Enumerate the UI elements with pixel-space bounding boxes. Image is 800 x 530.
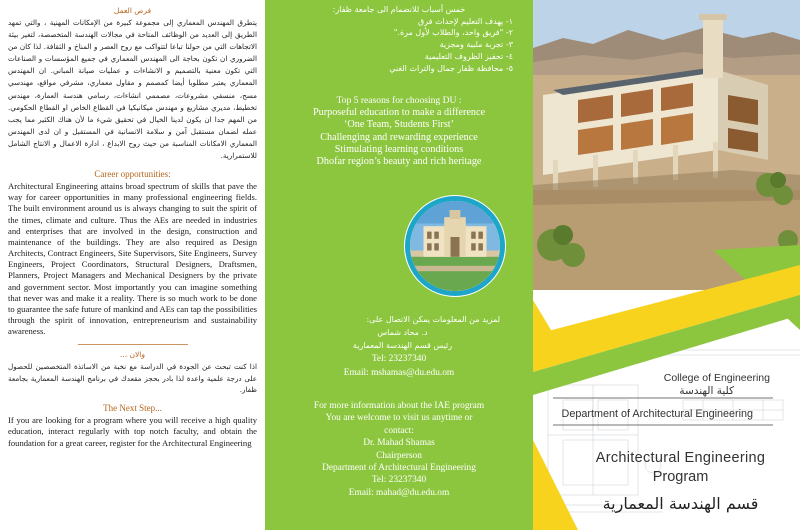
reason-ar-item: ٢- "فريق واحد، والطلاب لأول مرة." xyxy=(393,28,513,38)
reason-en-item: Dhofar region’s beauty and rich heritage xyxy=(316,156,482,168)
program-title-ar: قسم الهندسة المعمارية xyxy=(602,494,759,513)
contact-en-line: contact: xyxy=(384,425,414,436)
contact-en-line: You are welcome to visit us anytime or xyxy=(325,413,473,424)
contact-en-line: Email: mahad@du.edu.om xyxy=(348,487,450,498)
next-text-ar: اذا كنت تبحث عن الجودة في الدراسة مع نخبة من الاساتذة المتخصصين للحصول على درجة علمية واعدة لذا بادر بحجز مقعدك في برنامج الهندسة المعمارية بجامعة ظفار. xyxy=(8,362,257,395)
contact-en-line: For more information about the IAE program xyxy=(313,401,485,411)
reasons-ar xyxy=(285,4,513,74)
contact-en-line: Department of Architectural Engineering xyxy=(322,463,476,474)
contact-en-line: Chairperson xyxy=(376,450,422,461)
contact-en xyxy=(265,400,533,499)
reason-en-item: Challenging and rewarding experience xyxy=(320,131,478,143)
reasons-en xyxy=(265,107,533,168)
contact-role-ar: رئيس قسم الهندسة المعمارية xyxy=(352,341,453,350)
career-title-ar: فرص العمل xyxy=(113,6,152,15)
section-divider xyxy=(78,344,188,345)
contact-ar xyxy=(305,313,500,352)
reason-ar-item: ٣- تجربة ملبية ومجزية xyxy=(439,40,513,50)
campus-photo-circle xyxy=(405,196,505,296)
cover-panel xyxy=(533,0,800,530)
contact-en-line: Dr. Mahad Shamas xyxy=(363,438,435,449)
middle-panel xyxy=(265,0,533,530)
college-name-en: College of Engineering xyxy=(663,372,770,384)
contact-tel-1: Tel: 23237340 xyxy=(371,354,427,364)
reason-ar-item: ٥- محافظة ظفار جمال والتراث الغني xyxy=(389,63,513,73)
department-name-en: Department of Architectural Engineering xyxy=(561,408,753,420)
reason-en-item: Stimulating learning conditions xyxy=(334,143,464,155)
career-title-en: Career opportunities: xyxy=(94,169,171,180)
contact-en-line: Tel: 23237340 xyxy=(371,475,427,486)
program-title-line1: Architectural Engineering xyxy=(595,450,766,466)
next-text-en: If you are looking for a program where you will receive a high quality education, interact regularly with top notch faculty, and obtain the foundation for a great career, register for the Architectural Engineering xyxy=(8,414,257,448)
reasons-title-ar: خمس أسباب للانضمام الى جامعة ظفار: xyxy=(332,5,466,14)
reason-en-item: ‘One Team, Students First’ xyxy=(343,119,455,131)
career-text-en: Architectural Engineering attains broad spectrum of skills that pave the way for career opportunities in many professional engineering fields. The built environment around us is always changing to suit the spirit of the times, climate and culture. Thus the AEs are needed in industries and enterprises that are involved in the design, construction and maintenance of the buildings. They are also required as Design Architects, Contract Engineers, Site Supervisors, Site Engineers, Survey Engineers, Project Coordinators, Structural Designers, Draftsmen, Planners, Project Managers and Mechanical Designers by the private and government sector. Most importantly you can imagine something that never was and make it a reality. There is so much work to be done to guarantee the safe future of mankind and AEs can tap the possibilities through the spirit of innovation, entrepreneurism and sustainability awareness. xyxy=(8,181,257,337)
contact-lead-ar: لمزيد من المعلومات يمكن الاتصال على: xyxy=(366,315,500,324)
career-text-ar: يتطرق المهندس المعماري إلى مجموعة كبيرة من الإمكانات المهنية ، والتي تمهد الطريق إلى العديد من الوظائف المتاحة في مجالات الهندسة المتخصصة، لتغير بيئة الاتجاهات التي من حولنا تباعا لتتواكب مع روح العصر و المناخ و الثقافة. لذا كان من الضروري ان تكون بحاجة الى المهندس المعماري في جميع المؤسسات و الصناعات التي تكون معنية بالتصميم و الانشاءات و عمليات صيانة المباني. ان المهندس المعماري يعتبر مطلوبا أيضا كمصمم و مقاول معماري، مشرفي مواقع، مهندسي مسح، منسقي مشروعات، مصممي انشاءات، رسامي هندسة العمارة، مهندس تخطيط، مديري مشاريع و مهندس ميكانيكيا في القطاع الخاص او القطاع الحكومي. من المهم جدا ان يكون لدينا الخيال في تحقيق شيء ما لأن هناك الكثير مما يجب عمله لضمان مستقبل آمن و سلامة الانسانية في المستقبل و ان لدى المهندس المعماري الامكانات المناسبة من حيث روح الابداع ، ادارة الاعمال و الانتاج الشامل للاستمرارية. xyxy=(8,18,257,161)
next-title-en: The Next Step... xyxy=(103,402,162,413)
reasons-title-en: Top 5 reasons for choosing DU : xyxy=(336,95,462,106)
left-panel xyxy=(0,0,265,530)
college-name-ar: كلية الهندسة xyxy=(679,385,734,397)
reason-ar-item: ١- يهدف التعليم لإحداث فرق xyxy=(418,16,513,26)
contact-name-ar: د. محاد شماس xyxy=(377,328,428,337)
program-title-line2: Program xyxy=(652,469,709,485)
contact-email-1: Email: mshamas@du.edu.om xyxy=(343,368,455,378)
campus-building-image xyxy=(410,201,500,291)
reason-ar-item: ٤- تحفيز الظروف التعليمية xyxy=(424,51,513,61)
next-title-ar: والان ... xyxy=(119,350,146,360)
reason-en-item: Purposeful education to make a difference xyxy=(312,107,486,118)
